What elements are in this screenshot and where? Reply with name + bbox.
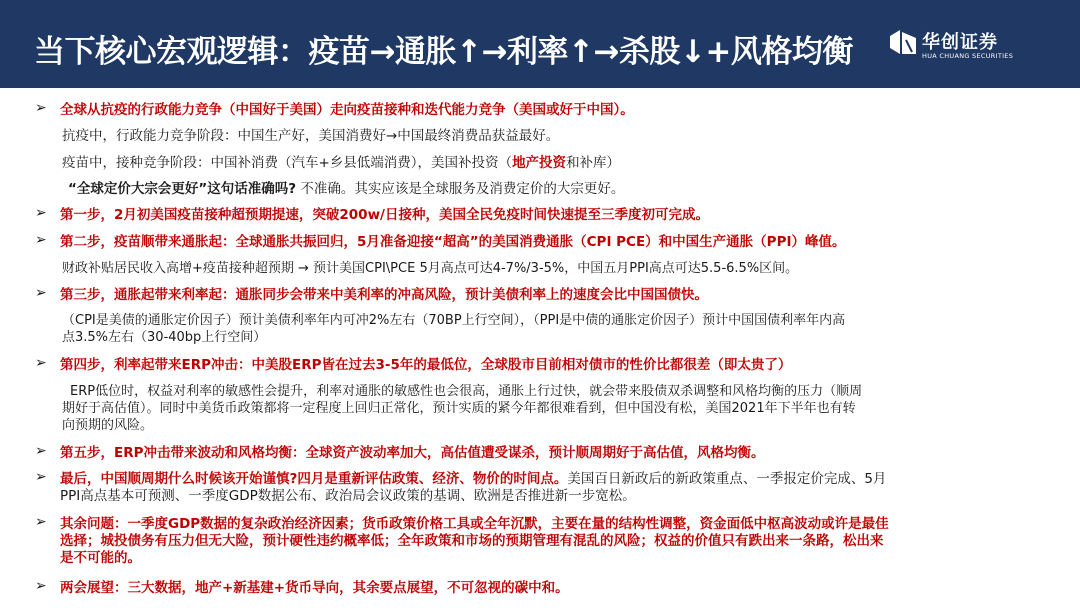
point-finally-line1 xyxy=(60,471,886,488)
sub-point-step-3-line1: （CPI是美债的通胀定价因子）预计美债利率年内可冲2%左右（70BP上行空间），（PPI是中债的通胀定价因子）预计中国国债利率年内高 xyxy=(62,313,846,328)
sub-point-1b-text: 疫苗中，接种竞争阶段：中国补消费（汽车+乡县低端消费），美国补投资（ xyxy=(62,155,513,171)
logo-text-en: HUA CHUANG SECURITIES xyxy=(922,52,1014,60)
sub-point-1b-highlight: 地产投资 xyxy=(512,155,567,171)
point-step-4: 第四步，利率起带来ERP冲击：中美股ERP皆在过去3-5年的最低位，全球股市目前相对债市的性价比都很差（即太贵了） xyxy=(60,357,792,373)
point-step-1: 第一步，2月初美国疫苗接种超预期提速，突破200w/日接种，美国全民免疫时间快速提至三季度初可完成。 xyxy=(60,207,709,223)
point-step-3: 第三步，通胀起带来利率起：通胀同步会带来中美利率的冲高风险，预计美债利率上的速度会比中国国债快。 xyxy=(60,287,708,303)
page-title: 当下核心宏观逻辑：疫苗→通胀↑→利率↑→杀股↓+风格均衡 xyxy=(34,34,853,70)
bullet-icon: ➢ xyxy=(35,469,47,485)
bullet-icon: ➢ xyxy=(35,100,47,116)
sub-point-1c xyxy=(68,181,624,198)
point-others-line1: 其余问题：一季度GDP数据的复杂政治经济因素；货币政策价格工具或全年沉默，主要在量的结构性调整，资金面低中枢高波动或许是最佳 xyxy=(60,516,889,532)
bullet-icon: ➢ xyxy=(35,205,47,221)
bullet-icon: ➢ xyxy=(35,578,47,594)
bullet-icon: ➢ xyxy=(35,443,47,459)
bullet-icon: ➢ xyxy=(35,232,47,248)
sub-point-1c-question: “全球定价大宗会更好”这句话准确吗? xyxy=(68,181,297,197)
point-finally-line2: PPI高点基本可预测、一季度GDP数据公布、政治局会议政策的基调、欧洲是否推进新一步宽松。 xyxy=(60,488,636,504)
sub-point-step-4-line1: ERP低位时，权益对利率的敏感性会提升，利率对通胀的敏感性也会很高，通胀上行过快，就会带来股债双杀调整和风格均衡的压力（顺周 xyxy=(70,384,863,399)
bullet-icon: ➢ xyxy=(35,355,47,371)
sub-point-1c-answer: 不准确。其实应该是全球服务及消费定价的大宗更好。 xyxy=(300,181,625,197)
point-lianghui: 两会展望：三大数据，地产+新基建+货币导向，其余要点展望，不可忽视的碳中和。 xyxy=(60,580,569,596)
sub-point-1b xyxy=(62,155,620,172)
sub-point-step-4-line2: 期好于高估值）。同时中美货币政策都将一定程度上回归正常化，预计实质的紧今年都很难看到，但中国没有松，美国2021年下半年也有转 xyxy=(62,401,856,416)
point-finally-detail: 美国百日新政后的新政策重点、一季报定价完成、5月 xyxy=(567,471,887,487)
sub-point-step-4-line3: 向预期的风险。 xyxy=(62,418,154,433)
sub-point-step-2: 财政补贴居民收入高增+疫苗接种超预期 → 预计美国CPI\PCE 5月高点可达4-7%/3-5%，中国五月PPI高点可达5.5-6.5%区间。 xyxy=(62,261,799,276)
point-others-line3: 是不可能的。 xyxy=(60,550,141,566)
logo-text-cn: 华创证券 xyxy=(922,32,998,53)
sub-point-step-3-line2: 点3.5%左右（30-40bp上行空间） xyxy=(62,330,267,345)
header-bar xyxy=(0,0,1080,88)
sub-point-1a: 抗疫中，行政能力竞争阶段：中国生产好，美国消费好→中国最终消费品获益最好。 xyxy=(62,128,560,144)
logo-mark-icon xyxy=(890,30,916,54)
bullet-icon: ➢ xyxy=(35,514,47,530)
point-finally-question: 最后，中国顺周期什么时候该开始谨慎?四月是重新评估政策、经济、物价的时间点。 xyxy=(60,471,568,487)
bullet-icon: ➢ xyxy=(35,285,47,301)
point-1: 全球从抗疫的行政能力竞争（中国好于美国）走向疫苗接种和迭代能力竞争（美国或好于中国）。 xyxy=(60,102,634,118)
point-step-5: 第五步，ERP冲击带来波动和风格均衡：全球资产波动率加大，高估值遭受谋杀，预计顺周期好于高估值，风格均衡。 xyxy=(60,445,765,461)
sub-point-1b-tail: 和补库） xyxy=(566,155,621,171)
company-logo xyxy=(890,24,1014,68)
point-others-line2: 选择；城投债务有压力但无大险，预计硬性违约概率低；全年政策和市场的预期管理有混乱的风险；权益的价值只有跌出来一条路，松出来 xyxy=(60,533,884,549)
point-step-2: 第二步，疫苗顺带来通胀起：全球通胀共振回归，5月准备迎接“超高”的美国消费通胀（CPI PCE）和中国生产通胀（PPI）峰值。 xyxy=(60,234,846,250)
